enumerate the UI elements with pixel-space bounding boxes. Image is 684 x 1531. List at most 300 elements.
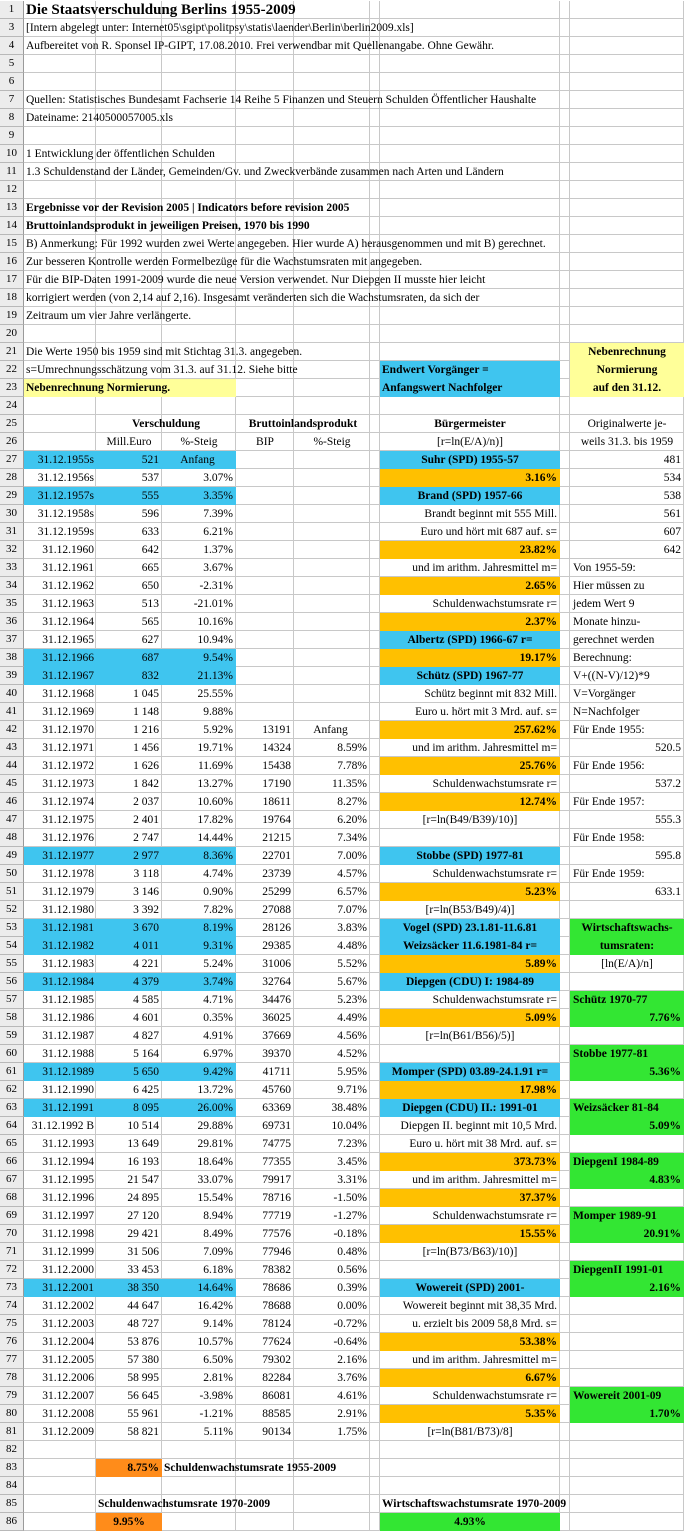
row-header[interactable]: 64: [0, 1117, 24, 1135]
grid-cell[interactable]: [370, 1171, 380, 1189]
grid-cell[interactable]: [370, 559, 380, 577]
grid-cell[interactable]: [370, 1423, 380, 1441]
grid-cell[interactable]: [560, 1135, 570, 1153]
grid-cell[interactable]: [560, 523, 570, 541]
row-header[interactable]: 10: [0, 145, 24, 163]
grid-cell[interactable]: [560, 379, 570, 397]
row-header[interactable]: 35: [0, 595, 24, 613]
grid-cell[interactable]: [370, 1387, 380, 1405]
grid-cell[interactable]: [236, 325, 294, 343]
grid-cell[interactable]: [560, 1333, 570, 1351]
grid-cell[interactable]: [560, 1081, 570, 1099]
grid-cell[interactable]: [370, 577, 380, 595]
row-header[interactable]: 71: [0, 1243, 24, 1261]
grid-cell[interactable]: [380, 397, 560, 415]
grid-cell[interactable]: [560, 1315, 570, 1333]
grid-cell[interactable]: [380, 127, 560, 145]
grid-cell[interactable]: [236, 73, 294, 91]
row-header[interactable]: 47: [0, 811, 24, 829]
grid-cell[interactable]: [570, 1351, 684, 1369]
grid-cell[interactable]: [370, 1225, 380, 1243]
grid-cell[interactable]: [560, 991, 570, 1009]
row-header[interactable]: 43: [0, 739, 24, 757]
row-header[interactable]: 76: [0, 1333, 24, 1351]
row-header[interactable]: 52: [0, 901, 24, 919]
grid-cell[interactable]: [560, 1243, 570, 1261]
grid-cell[interactable]: [560, 901, 570, 919]
row-header[interactable]: 58: [0, 1009, 24, 1027]
grid-cell[interactable]: [24, 1477, 96, 1495]
row-header[interactable]: 39: [0, 667, 24, 685]
grid-cell[interactable]: [24, 415, 96, 433]
grid-cell[interactable]: [370, 919, 380, 937]
grid-cell[interactable]: [570, 19, 684, 37]
grid-cell[interactable]: [560, 397, 570, 415]
grid-cell[interactable]: [570, 1477, 684, 1495]
grid-cell[interactable]: [560, 721, 570, 739]
row-header[interactable]: 74: [0, 1297, 24, 1315]
grid-cell[interactable]: [560, 667, 570, 685]
grid-cell[interactable]: [380, 1477, 560, 1495]
grid-cell[interactable]: [370, 541, 380, 559]
grid-cell[interactable]: [294, 397, 370, 415]
grid-cell[interactable]: [560, 1405, 570, 1423]
grid-cell[interactable]: [560, 793, 570, 811]
grid-cell[interactable]: [294, 1477, 370, 1495]
grid-cell[interactable]: [560, 1369, 570, 1387]
grid-cell[interactable]: [570, 253, 684, 271]
grid-cell[interactable]: [370, 775, 380, 793]
row-header[interactable]: 85: [0, 1495, 24, 1513]
grid-cell[interactable]: [96, 1477, 162, 1495]
grid-cell[interactable]: [560, 703, 570, 721]
grid-cell[interactable]: [560, 1207, 570, 1225]
grid-cell[interactable]: [560, 829, 570, 847]
grid-cell[interactable]: [96, 325, 162, 343]
grid-cell[interactable]: [560, 1153, 570, 1171]
grid-cell[interactable]: [370, 973, 380, 991]
grid-cell[interactable]: [560, 739, 570, 757]
row-header[interactable]: 17: [0, 271, 24, 289]
row-header[interactable]: 72: [0, 1261, 24, 1279]
grid-cell[interactable]: [570, 1333, 684, 1351]
grid-cell[interactable]: [370, 1027, 380, 1045]
row-header[interactable]: 5: [0, 55, 24, 73]
grid-cell[interactable]: [560, 55, 570, 73]
grid-cell[interactable]: [560, 595, 570, 613]
row-header[interactable]: 51: [0, 883, 24, 901]
grid-cell[interactable]: [560, 433, 570, 451]
grid-cell[interactable]: [370, 901, 380, 919]
grid-cell[interactable]: [294, 325, 370, 343]
grid-cell[interactable]: [294, 127, 370, 145]
grid-cell[interactable]: [24, 73, 96, 91]
grid-cell[interactable]: [370, 1369, 380, 1387]
grid-cell[interactable]: [236, 1477, 294, 1495]
grid-cell[interactable]: [294, 1513, 370, 1531]
row-header[interactable]: 42: [0, 721, 24, 739]
grid-cell[interactable]: [370, 1189, 380, 1207]
grid-cell[interactable]: [370, 1351, 380, 1369]
row-header[interactable]: 69: [0, 1207, 24, 1225]
grid-cell[interactable]: [24, 1459, 96, 1477]
grid-cell[interactable]: [560, 1387, 570, 1405]
grid-cell[interactable]: [370, 649, 380, 667]
grid-cell[interactable]: [570, 1315, 684, 1333]
grid-cell[interactable]: [560, 1513, 570, 1531]
grid-cell[interactable]: [370, 685, 380, 703]
grid-cell[interactable]: [560, 1189, 570, 1207]
grid-cell[interactable]: [162, 127, 236, 145]
grid-cell[interactable]: [570, 1369, 684, 1387]
grid-cell[interactable]: [370, 1315, 380, 1333]
row-header[interactable]: 23: [0, 379, 24, 397]
grid-cell[interactable]: [380, 1045, 560, 1063]
grid-cell[interactable]: [370, 325, 380, 343]
grid-cell[interactable]: [570, 307, 684, 325]
grid-cell[interactable]: [560, 1117, 570, 1135]
grid-cell[interactable]: [236, 1513, 294, 1531]
row-header[interactable]: 11: [0, 163, 24, 181]
grid-cell[interactable]: [560, 469, 570, 487]
grid-cell[interactable]: [370, 1063, 380, 1081]
row-header[interactable]: 1: [0, 1, 24, 19]
grid-cell[interactable]: [570, 145, 684, 163]
grid-cell[interactable]: [560, 1027, 570, 1045]
grid-cell[interactable]: [560, 1351, 570, 1369]
grid-cell[interactable]: [380, 325, 560, 343]
row-header[interactable]: 75: [0, 1315, 24, 1333]
row-header[interactable]: 84: [0, 1477, 24, 1495]
grid-cell[interactable]: [570, 1027, 684, 1045]
grid-cell[interactable]: [560, 1423, 570, 1441]
grid-cell[interactable]: [96, 181, 162, 199]
grid-cell[interactable]: [370, 1135, 380, 1153]
row-header[interactable]: 78: [0, 1369, 24, 1387]
row-header[interactable]: 28: [0, 469, 24, 487]
grid-cell[interactable]: [370, 505, 380, 523]
grid-cell[interactable]: [370, 703, 380, 721]
row-header[interactable]: 18: [0, 289, 24, 307]
grid-cell[interactable]: [24, 127, 96, 145]
grid-cell[interactable]: [560, 1225, 570, 1243]
grid-cell[interactable]: [380, 1459, 560, 1477]
row-header[interactable]: 50: [0, 865, 24, 883]
grid-cell[interactable]: [24, 181, 96, 199]
grid-cell[interactable]: [162, 397, 236, 415]
grid-cell[interactable]: [370, 865, 380, 883]
grid-cell[interactable]: [370, 631, 380, 649]
row-header[interactable]: 81: [0, 1423, 24, 1441]
row-header[interactable]: 67: [0, 1171, 24, 1189]
row-header[interactable]: 61: [0, 1063, 24, 1081]
grid-cell[interactable]: [162, 1513, 236, 1531]
row-header[interactable]: 16: [0, 253, 24, 271]
grid-cell[interactable]: [560, 541, 570, 559]
grid-cell[interactable]: [380, 1261, 560, 1279]
row-header[interactable]: 46: [0, 793, 24, 811]
row-header[interactable]: 80: [0, 1405, 24, 1423]
grid-cell[interactable]: [24, 55, 96, 73]
row-header[interactable]: 77: [0, 1351, 24, 1369]
grid-cell[interactable]: [570, 199, 684, 217]
row-header[interactable]: 38: [0, 649, 24, 667]
row-header[interactable]: 48: [0, 829, 24, 847]
row-header[interactable]: 37: [0, 631, 24, 649]
grid-cell[interactable]: [370, 937, 380, 955]
grid-cell[interactable]: [370, 523, 380, 541]
grid-cell[interactable]: [370, 1045, 380, 1063]
grid-cell[interactable]: [570, 217, 684, 235]
grid-cell[interactable]: [236, 379, 294, 397]
grid-cell[interactable]: [162, 325, 236, 343]
grid-cell[interactable]: [370, 757, 380, 775]
row-header[interactable]: 59: [0, 1027, 24, 1045]
grid-cell[interactable]: [370, 721, 380, 739]
grid-cell[interactable]: [370, 127, 380, 145]
grid-cell[interactable]: [370, 667, 380, 685]
grid-cell[interactable]: [570, 1189, 684, 1207]
row-header[interactable]: 56: [0, 973, 24, 991]
grid-cell[interactable]: [370, 1117, 380, 1135]
row-header[interactable]: 79: [0, 1387, 24, 1405]
grid-cell[interactable]: [96, 397, 162, 415]
grid-cell[interactable]: [370, 847, 380, 865]
row-header[interactable]: 63: [0, 1099, 24, 1117]
row-header[interactable]: 12: [0, 181, 24, 199]
row-header[interactable]: 36: [0, 613, 24, 631]
grid-cell[interactable]: [370, 811, 380, 829]
grid-cell[interactable]: [560, 127, 570, 145]
row-header[interactable]: 34: [0, 577, 24, 595]
grid-cell[interactable]: [560, 1009, 570, 1027]
grid-cell[interactable]: [370, 1513, 380, 1531]
row-header[interactable]: 7: [0, 91, 24, 109]
grid-cell[interactable]: [560, 955, 570, 973]
grid-cell[interactable]: [370, 433, 380, 451]
grid-cell[interactable]: [570, 181, 684, 199]
grid-cell[interactable]: [162, 181, 236, 199]
grid-cell[interactable]: [236, 181, 294, 199]
row-header[interactable]: 30: [0, 505, 24, 523]
grid-cell[interactable]: [24, 433, 96, 451]
grid-cell[interactable]: [560, 631, 570, 649]
grid-cell[interactable]: [560, 1477, 570, 1495]
grid-cell[interactable]: [560, 1279, 570, 1297]
grid-cell[interactable]: [370, 397, 380, 415]
grid-cell[interactable]: [370, 793, 380, 811]
grid-cell[interactable]: [24, 397, 96, 415]
grid-cell[interactable]: [96, 127, 162, 145]
grid-cell[interactable]: [560, 1297, 570, 1315]
grid-cell[interactable]: [570, 1459, 684, 1477]
row-header[interactable]: 13: [0, 199, 24, 217]
grid-cell[interactable]: [560, 937, 570, 955]
grid-cell[interactable]: [570, 1495, 684, 1513]
grid-cell[interactable]: [570, 973, 684, 991]
row-header[interactable]: 82: [0, 1441, 24, 1459]
row-header[interactable]: 60: [0, 1045, 24, 1063]
grid-cell[interactable]: [380, 181, 560, 199]
row-header[interactable]: 3: [0, 19, 24, 37]
grid-cell[interactable]: [370, 829, 380, 847]
grid-cell[interactable]: [570, 73, 684, 91]
row-header[interactable]: 33: [0, 559, 24, 577]
row-header[interactable]: 86: [0, 1513, 24, 1531]
row-header[interactable]: 8: [0, 109, 24, 127]
grid-cell[interactable]: [560, 775, 570, 793]
row-header[interactable]: 65: [0, 1135, 24, 1153]
row-header[interactable]: 57: [0, 991, 24, 1009]
row-header[interactable]: 45: [0, 775, 24, 793]
grid-cell[interactable]: [236, 397, 294, 415]
grid-cell[interactable]: [570, 91, 684, 109]
row-header[interactable]: 49: [0, 847, 24, 865]
grid-cell[interactable]: [570, 55, 684, 73]
grid-cell[interactable]: [236, 127, 294, 145]
grid-cell[interactable]: [560, 883, 570, 901]
row-header[interactable]: 22: [0, 361, 24, 379]
grid-cell[interactable]: [570, 397, 684, 415]
grid-cell[interactable]: [294, 181, 370, 199]
grid-cell[interactable]: [370, 595, 380, 613]
grid-cell[interactable]: [294, 1495, 370, 1513]
grid-cell[interactable]: [370, 1261, 380, 1279]
row-header[interactable]: 19: [0, 307, 24, 325]
grid-cell[interactable]: [560, 415, 570, 433]
grid-cell[interactable]: [560, 1171, 570, 1189]
grid-cell[interactable]: [570, 271, 684, 289]
grid-cell[interactable]: [370, 181, 380, 199]
grid-cell[interactable]: [560, 325, 570, 343]
grid-cell[interactable]: [570, 37, 684, 55]
row-header[interactable]: 31: [0, 523, 24, 541]
grid-cell[interactable]: [24, 325, 96, 343]
grid-cell[interactable]: [370, 415, 380, 433]
grid-cell[interactable]: [560, 649, 570, 667]
grid-cell[interactable]: [570, 1513, 684, 1531]
grid-cell[interactable]: [370, 739, 380, 757]
grid-cell[interactable]: [370, 991, 380, 1009]
grid-cell[interactable]: [570, 901, 684, 919]
grid-cell[interactable]: [380, 73, 560, 91]
grid-cell[interactable]: [570, 1081, 684, 1099]
row-header[interactable]: 41: [0, 703, 24, 721]
grid-cell[interactable]: [370, 1207, 380, 1225]
row-header[interactable]: 32: [0, 541, 24, 559]
grid-cell[interactable]: [570, 109, 684, 127]
grid-cell[interactable]: [370, 73, 380, 91]
grid-cell[interactable]: [570, 235, 684, 253]
grid-cell[interactable]: [96, 55, 162, 73]
row-header[interactable]: 14: [0, 217, 24, 235]
grid-cell[interactable]: [570, 163, 684, 181]
row-header[interactable]: 29: [0, 487, 24, 505]
row-header[interactable]: 83: [0, 1459, 24, 1477]
grid-cell[interactable]: [370, 1297, 380, 1315]
grid-cell[interactable]: [370, 469, 380, 487]
grid-cell[interactable]: [570, 127, 684, 145]
grid-cell[interactable]: [370, 1081, 380, 1099]
grid-cell[interactable]: [370, 487, 380, 505]
row-header[interactable]: 20: [0, 325, 24, 343]
grid-cell[interactable]: [560, 757, 570, 775]
row-header[interactable]: 66: [0, 1153, 24, 1171]
grid-cell[interactable]: [560, 613, 570, 631]
grid-cell[interactable]: [370, 451, 380, 469]
grid-cell[interactable]: [370, 379, 380, 397]
row-header[interactable]: 21: [0, 343, 24, 361]
grid-cell[interactable]: [370, 1495, 380, 1513]
row-header[interactable]: 9: [0, 127, 24, 145]
grid-cell[interactable]: [370, 1153, 380, 1171]
row-header[interactable]: 4: [0, 37, 24, 55]
grid-cell[interactable]: [370, 613, 380, 631]
grid-cell[interactable]: [294, 73, 370, 91]
grid-cell[interactable]: [370, 1477, 380, 1495]
grid-cell[interactable]: [24, 1513, 96, 1531]
row-header[interactable]: 25: [0, 415, 24, 433]
grid-cell[interactable]: [560, 811, 570, 829]
grid-cell[interactable]: [560, 181, 570, 199]
grid-cell[interactable]: [570, 1423, 684, 1441]
grid-cell[interactable]: [560, 919, 570, 937]
grid-cell[interactable]: [560, 847, 570, 865]
grid-cell[interactable]: [24, 1495, 96, 1513]
row-header[interactable]: 68: [0, 1189, 24, 1207]
row-header[interactable]: 44: [0, 757, 24, 775]
row-header[interactable]: 70: [0, 1225, 24, 1243]
row-header[interactable]: 26: [0, 433, 24, 451]
grid-cell[interactable]: [162, 1477, 236, 1495]
grid-cell[interactable]: [560, 685, 570, 703]
grid-cell[interactable]: [370, 1405, 380, 1423]
row-header[interactable]: 24: [0, 397, 24, 415]
grid-cell[interactable]: [560, 1063, 570, 1081]
grid-cell[interactable]: [370, 883, 380, 901]
grid-cell[interactable]: [370, 1009, 380, 1027]
grid-cell[interactable]: [570, 1297, 684, 1315]
grid-cell[interactable]: [560, 1261, 570, 1279]
grid-cell[interactable]: [370, 1333, 380, 1351]
grid-cell[interactable]: [560, 577, 570, 595]
grid-cell[interactable]: [560, 1099, 570, 1117]
grid-cell[interactable]: [560, 1459, 570, 1477]
grid-cell[interactable]: [570, 325, 684, 343]
row-header[interactable]: 55: [0, 955, 24, 973]
grid-cell[interactable]: [560, 73, 570, 91]
row-header[interactable]: 73: [0, 1279, 24, 1297]
row-header[interactable]: 54: [0, 937, 24, 955]
grid-cell[interactable]: [570, 1243, 684, 1261]
grid-cell[interactable]: [370, 55, 380, 73]
row-header[interactable]: 27: [0, 451, 24, 469]
grid-cell[interactable]: [570, 1135, 684, 1153]
grid-cell[interactable]: [370, 1099, 380, 1117]
grid-cell[interactable]: [380, 829, 560, 847]
grid-cell[interactable]: [294, 55, 370, 73]
row-header[interactable]: 15: [0, 235, 24, 253]
grid-cell[interactable]: [294, 379, 370, 397]
grid-cell[interactable]: [560, 505, 570, 523]
grid-cell[interactable]: [96, 73, 162, 91]
grid-cell[interactable]: [560, 559, 570, 577]
grid-cell[interactable]: [560, 451, 570, 469]
grid-cell[interactable]: [162, 55, 236, 73]
grid-cell[interactable]: [236, 55, 294, 73]
row-header[interactable]: 53: [0, 919, 24, 937]
grid-cell[interactable]: [560, 973, 570, 991]
